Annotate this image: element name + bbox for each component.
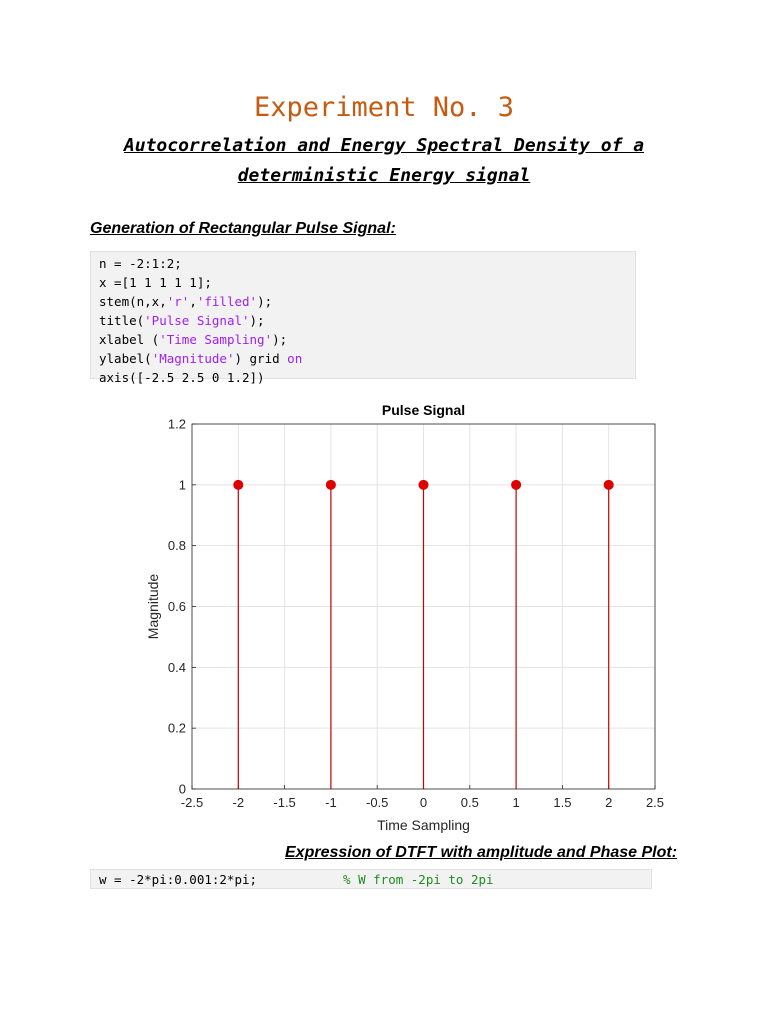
x-tick-label: -2 (232, 795, 245, 810)
x-tick-label: 1.5 (553, 795, 572, 810)
code-token: 'Time Sampling' (159, 332, 273, 347)
y-axis-label: Magnitude (145, 573, 161, 640)
y-tick-label: 0 (178, 781, 186, 797)
x-tick-label: -0.5 (365, 795, 389, 810)
y-tick-label: 0.6 (167, 599, 186, 614)
x-tick-labels (181, 795, 664, 810)
code-comment: % W from -2pi to 2pi (343, 872, 494, 887)
x-tick-label: 0.5 (460, 795, 479, 810)
code-token: title( (99, 313, 145, 328)
code-line (99, 349, 635, 368)
code-line (99, 330, 635, 349)
x-tick-label: 2 (605, 795, 613, 810)
y-tick-label: 1 (178, 477, 186, 493)
code-line (99, 254, 635, 273)
code-token: , (189, 294, 197, 309)
code-token: n = -2:1:2; (99, 256, 182, 271)
code-token: stem(n,x, (99, 294, 167, 309)
code-line (99, 311, 635, 330)
code-token: 'r' (166, 294, 190, 309)
code-token: ) grid (234, 351, 288, 366)
chart-title: Pulse Signal (381, 402, 466, 418)
code-token: 'filled' (196, 294, 258, 309)
x-tick-label: 2.5 (645, 795, 665, 810)
code-token: x =[1 1 1 1 1]; (99, 275, 212, 290)
code-block-dtft (90, 869, 652, 889)
code-token: ); (257, 294, 273, 309)
code-token: ylabel( (99, 351, 152, 366)
x-tick-label: 0 (419, 795, 428, 810)
y-tick-label: 0.2 (167, 720, 186, 736)
code-token: xlabel ( (99, 332, 160, 347)
code-token: 'Magnitude' (151, 351, 235, 366)
x-tick-label: 1 (512, 795, 520, 810)
code-token: ); (249, 313, 265, 328)
code-line (99, 273, 635, 292)
code-line-w: w = -2*pi:0.001:2*pi; (99, 872, 258, 887)
stem-marker (604, 480, 613, 489)
page-title: Experiment No. 3 (253, 92, 515, 123)
y-tick-label: 1.2 (167, 416, 186, 432)
stem-marker (419, 480, 428, 489)
x-tick-label: -1 (325, 795, 337, 810)
code-token: on (287, 351, 303, 366)
subtitle-line-2: deterministic Energy signal (237, 165, 531, 186)
page-subtitle (84, 131, 684, 191)
code-token: axis([-2.5 2.5 0 1.2]) (99, 370, 265, 385)
x-tick-label: -2.5 (180, 795, 204, 810)
x-axis-label: Time Sampling (377, 817, 470, 833)
stem-marker (234, 480, 243, 489)
section-heading-dtft: Expression of DTFT with amplitude and Phase Plot: (285, 844, 678, 861)
code-line (99, 292, 635, 311)
y-tick-label: 0.4 (167, 659, 186, 675)
code-line (99, 368, 635, 387)
pulse-signal-chart (130, 395, 680, 840)
code-token: ); (272, 332, 288, 347)
stem-marker (326, 480, 335, 489)
code-block-pulse (90, 251, 636, 385)
subtitle-line-1: Autocorrelation and Energy Spectral Density of a (123, 135, 645, 156)
y-tick-label: 0.8 (167, 538, 186, 554)
y-tick-labels (168, 417, 186, 797)
code-token: 'Pulse Signal' (144, 313, 250, 328)
section-heading-pulse: Generation of Rectangular Pulse Signal: (90, 220, 396, 237)
stem-marker (512, 480, 521, 489)
x-tick-label: -1.5 (273, 795, 296, 810)
